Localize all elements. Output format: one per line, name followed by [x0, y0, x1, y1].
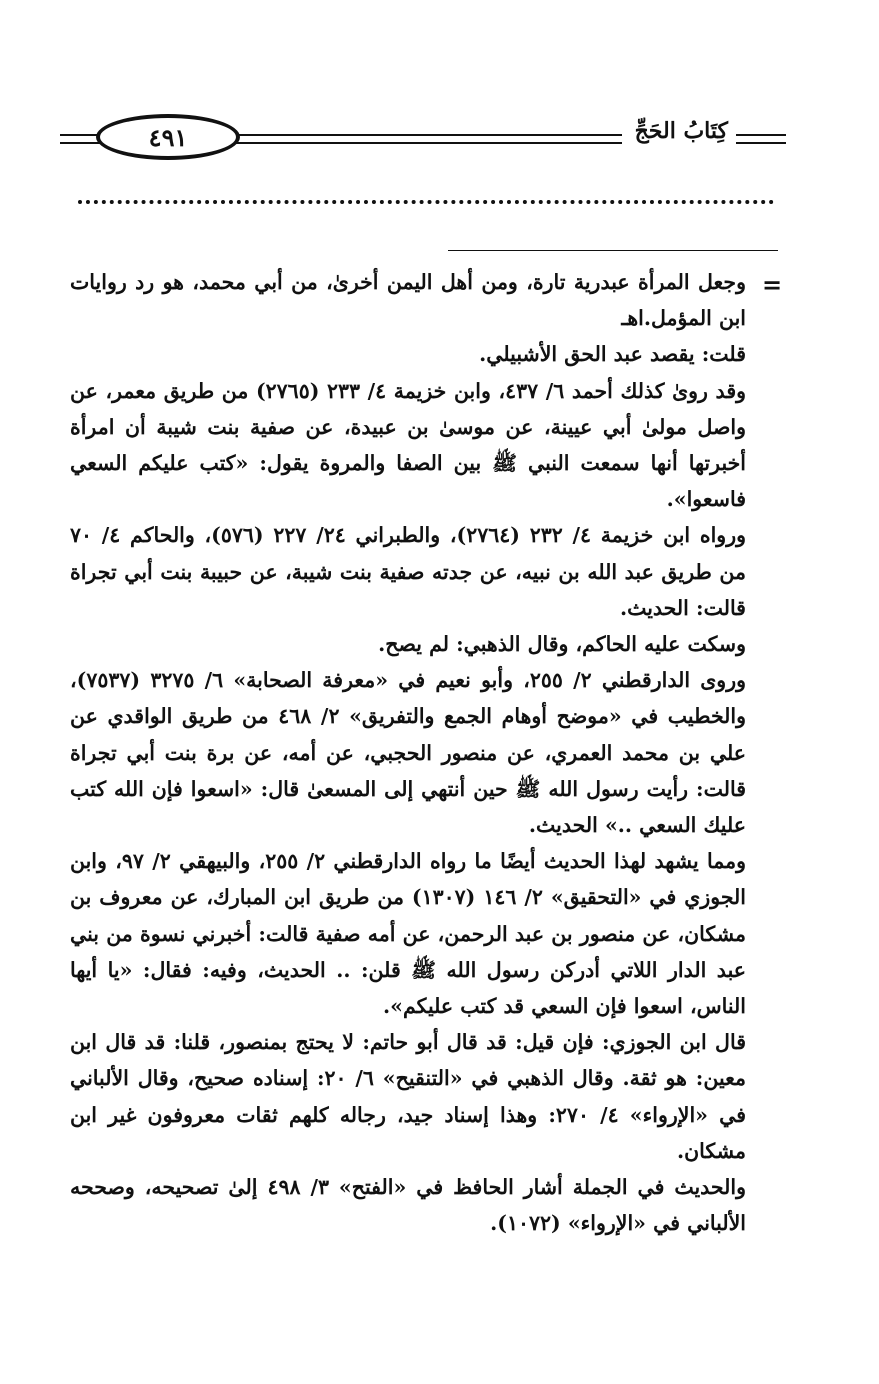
paragraph: وروى الدارقطني ٢/ ٢٥٥، وأبو نعيم في «معرفة الصحابة» ٦/ ٣٢٧٥ (٧٥٣٧)، والخطيب في «موضح أوهام الجمع والتفريق» ٢/ ٤٦٨ من طريق الواقدي عن علي بن محمد العمري، عن منصور الحجبي، عن أمه، عن برة بنت أبي تجراة قالت: رأيت رسول الله ﷺ حين أنتهي إلى المسعىٰ قال: «اسعوا فإن الله كتب عليك السعي ..» الحديث. — [70, 668, 747, 838]
book-title: كِتَابُ الحَجِّ — [634, 118, 728, 144]
paragraph: قال ابن الجوزي: فإن قيل: قد قال أبو حاتم: لا يحتج بمنصور، قلنا: قد قال ابن معين: هو ثقة. وقال الذهبي في «التنقيح» ٦/ ٢٠: إسناده صحيح، وقال الألباني في «الإرواء» ٤/ ٢٧٠: وهذا إسناد جيد، رجاله كلهم ثقات معروفون غير ابن مشكان. — [70, 1030, 746, 1163]
footnote-continuation-marker: = — [762, 270, 783, 299]
footnote-rule — [448, 250, 778, 251]
paragraph: والحديث في الجملة أشار الحافظ في «الفتح» ٣/ ٤٩٨ إلىٰ تصحيحه، وصححه الألباني في «الإرواء» (١٠٧٢). — [70, 1175, 746, 1236]
header-rule-middle — [236, 134, 622, 136]
header-rule-left-2 — [60, 142, 100, 144]
paragraph: وجعل المرأة عبدرية تارة، ومن أهل اليمن أخرىٰ، من أبي محمد، هو رد روايات ابن المؤمل.اهـ — [70, 270, 746, 331]
page-number: ٤٩١ — [148, 122, 188, 152]
paragraph: وسكت عليه الحاكم، وقال الذهبي: لم يصح. — [378, 632, 746, 657]
header-rule-middle-2 — [236, 142, 622, 144]
paragraph: قلت: يقصد عبد الحق الأشبيلي. — [479, 342, 746, 367]
header-rule-right-2 — [736, 142, 786, 144]
paragraph: ومما يشهد لهذا الحديث أيضًا ما رواه الدارقطني ٢/ ٢٥٥، والبيهقي ٢/ ٩٧، وابن الجوزي في «التحقيق» ٢/ ١٤٦ (١٣٠٧) من طريق ابن المبارك، عن معروف بن مشكان، عن منصور بن عبد الرحمن، عن أمه صفية قالت: أخبرني نسوة من بني عبد الدار اللاتي أدركن رسول الله ﷺ قلن: .. الحديث، وفيه: فقال: «يا أيها الناس، اسعوا فإن السعي قد كتب عليكم». — [70, 849, 747, 1019]
header-rule-left — [60, 134, 100, 136]
dotted-separator — [78, 200, 774, 204]
header-rule-right — [736, 134, 786, 136]
page-number-badge — [96, 114, 240, 160]
paragraph: وقد روىٰ كذلك أحمد ٦/ ٤٣٧، وابن خزيمة ٤/ ٢٣٣ (٢٧٦٥) من طريق معمر، عن واصل مولىٰ أبي عيينة، عن موسىٰ بن عبيدة، عن صفية بنت شيبة أن امرأة أخبرتها أنها سمعت النبي ﷺ بين الصفا والمروة يقول: «كتب عليكم السعي فاسعوا». — [70, 378, 747, 512]
footnote-text — [70, 264, 746, 1241]
page-header — [60, 112, 786, 166]
paragraph: ورواه ابن خزيمة ٤/ ٢٣٢ (٢٧٦٤)، والطبراني ٢٤/ ٢٢٧ (٥٧٦)، والحاكم ٤/ ٧٠ من طريق عبد الله بن نبيه، عن جدته صفية بنت شيبة، عن حبيبة بنت أبي تجراة قالت: الحديث. — [70, 523, 746, 620]
